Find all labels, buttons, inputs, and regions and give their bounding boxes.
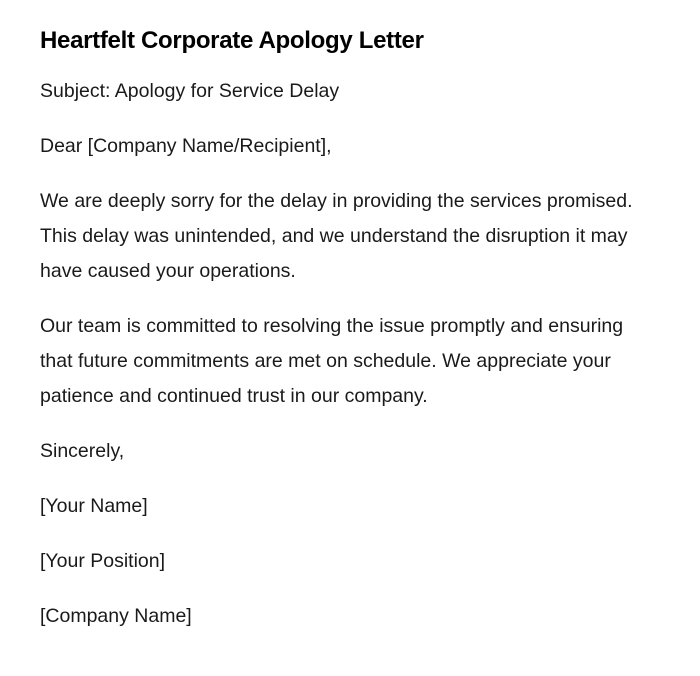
salutation: Dear [Company Name/Recipient], xyxy=(40,135,332,157)
letter-title: Heartfelt Corporate Apology Letter xyxy=(40,27,424,54)
body-paragraph: Our team is committed to resolving the issue promptly and ensuring that future commitments are met on schedule. We appreciate your patience and continued trust in our company. xyxy=(40,315,624,407)
signature-name: [Your Name] xyxy=(40,495,148,517)
body-paragraph: We are deeply sorry for the delay in providing the services promised. This delay was unintended, and we understand the disruption it may have caused your operations. xyxy=(40,190,633,282)
closing: Sincerely, xyxy=(40,440,125,462)
subject-line: Subject: Apology for Service Delay xyxy=(40,80,340,102)
letter xyxy=(40,24,660,654)
signature-company: [Company Name] xyxy=(40,605,192,627)
signature-position: [Your Position] xyxy=(40,550,166,572)
